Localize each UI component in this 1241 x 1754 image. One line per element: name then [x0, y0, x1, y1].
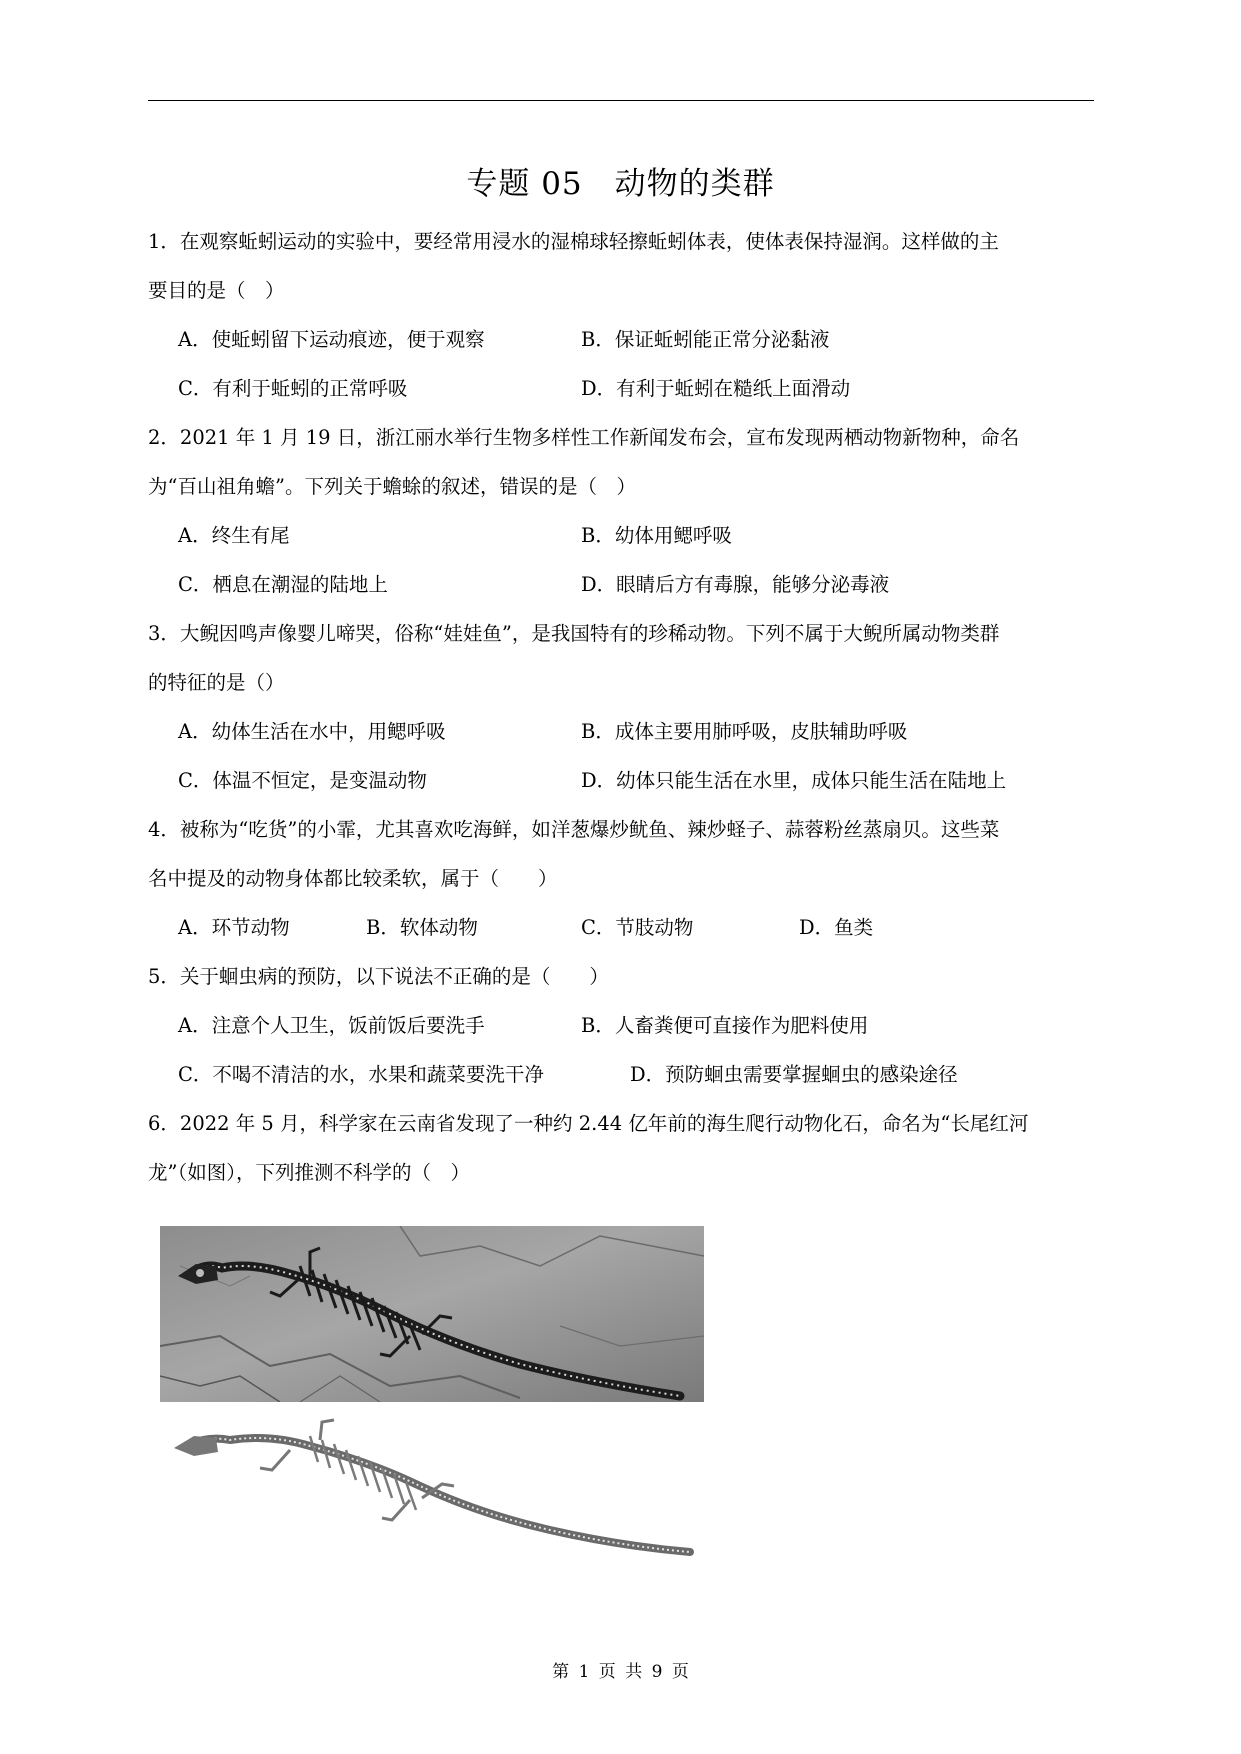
option-b: B．人畜粪便可直接作为肥料使用 [581, 1014, 869, 1037]
option-a: A．注意个人卫生，饭前饭后要洗手 [178, 1014, 485, 1037]
option-c: C．节肢动物 [581, 916, 694, 939]
question-text: 1．在观察蚯蚓运动的实验中，要经常用浸水的湿棉球轻擦蚯蚓体表，使体表保持湿润。这样做的主 [148, 230, 999, 253]
option-row [148, 1055, 1094, 1104]
option-c: C．不喝不清洁的水，水果和蔬菜要洗干净 [178, 1063, 544, 1086]
option-row [148, 712, 1094, 761]
option-d: D．鱼类 [799, 916, 874, 939]
option-row [148, 565, 1094, 614]
option-c: C．体温不恒定，是变温动物 [178, 769, 427, 792]
fossil-reconstruction-drawing [160, 1410, 704, 1560]
question-text: 龙”（如图），下列推测不科学的（ ） [148, 1161, 470, 1184]
question-2 [148, 418, 1094, 614]
question-4 [148, 810, 1094, 957]
option-row [148, 369, 1094, 418]
question-text: 2．2021 年 1 月 19 日，浙江丽水举行生物多样性工作新闻发布会，宣布发现两栖动物新物种，命名 [148, 426, 1020, 449]
option-a: A．使蚯蚓留下运动痕迹，便于观察 [178, 328, 485, 351]
question-5 [148, 957, 1094, 1104]
option-row [148, 908, 1094, 957]
question-text: 为“百山祖角蟾”。下列关于蟾蜍的叙述，错误的是（ ） [148, 475, 636, 498]
question-text: 4．被称为“吃货”的小霏，尤其喜欢吃海鲜，如洋葱爆炒鱿鱼、辣炒蛏子、蒜蓉粉丝蒸扇贝。这些菜 [148, 818, 1000, 841]
question-text: 6．2022 年 5 月，科学家在云南省发现了一种约 2.44 亿年前的海生爬行动物化石，命名为“长尾红河 [148, 1112, 1029, 1135]
fossil-figure [160, 1226, 704, 1560]
fossil-photo [160, 1226, 704, 1402]
option-b: B．软体动物 [366, 916, 478, 939]
page-footer: 第 1 页 共 9 页 [552, 1662, 689, 1682]
option-d: D．眼睛后方有毒腺，能够分泌毒液 [581, 573, 890, 596]
option-d: D．有利于蚯蚓在糙纸上面滑动 [581, 377, 851, 400]
question-3 [148, 614, 1094, 810]
option-b: B．成体主要用肺呼吸，皮肤辅助呼吸 [581, 720, 908, 743]
option-c: C．栖息在潮湿的陆地上 [178, 573, 388, 596]
option-a: A．幼体生活在水中，用鳃呼吸 [178, 720, 446, 743]
page-title: 专题 05 动物的类群 [466, 166, 775, 202]
option-b: B．保证蚯蚓能正常分泌黏液 [581, 328, 830, 351]
option-b: B．幼体用鳃呼吸 [581, 524, 732, 547]
option-row [148, 761, 1094, 810]
question-list [148, 222, 1094, 1202]
option-a: A．终生有尾 [178, 524, 290, 547]
option-d: D．幼体只能生活在水里，成体只能生活在陆地上 [581, 769, 1007, 792]
option-a: A．环节动物 [178, 916, 290, 939]
question-text: 名中提及的动物身体都比较柔软，属于（ ） [148, 867, 558, 890]
option-row [148, 516, 1094, 565]
header-rule [148, 100, 1094, 101]
option-row [148, 1006, 1094, 1055]
question-text: 要目的是（ ） [148, 279, 285, 302]
question-text: 3．大鲵因鸣声像婴儿啼哭，俗称“娃娃鱼”，是我国特有的珍稀动物。下列不属于大鲵所属动物类群 [148, 622, 1000, 645]
question-6 [148, 1104, 1094, 1202]
option-d: D．预防蛔虫需要掌握蛔虫的感染途径 [630, 1063, 958, 1086]
option-c: C．有利于蚯蚓的正常呼吸 [178, 377, 408, 400]
question-1 [148, 222, 1094, 418]
question-text: 的特征的是（） [148, 671, 285, 694]
question-text: 5．关于蛔虫病的预防，以下说法不正确的是（ ） [148, 965, 609, 988]
option-row [148, 320, 1094, 369]
